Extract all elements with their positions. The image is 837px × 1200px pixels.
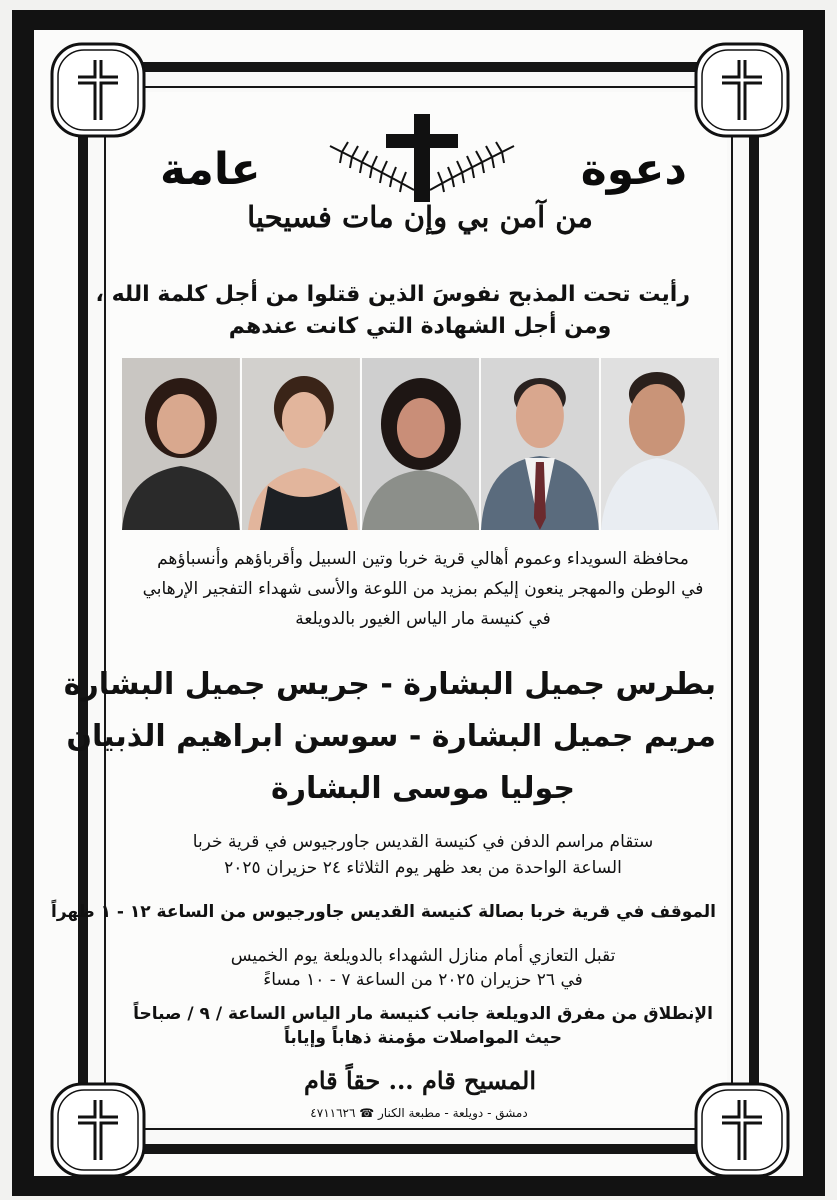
portrait-row <box>122 358 719 530</box>
cross-corner-icon <box>692 1080 792 1180</box>
portrait-photo <box>481 358 599 530</box>
condolences-info-line: تقبل التعازي أمام منازل الشهداء بالدويلعة يوم الخميس <box>230 946 616 966</box>
header-public-word: عامة <box>160 144 261 195</box>
verse-line: رأيت تحت المذبح نفوسَ الذين قتلوا من أجل كلمة الله ، <box>95 282 690 307</box>
announcement-line: في الوطن والمهجر ينعون إليكم بمزيد من اللوعة والأسى شهداء التفجير الإرهابي <box>142 579 704 599</box>
verse-line: ومن أجل الشهادة التي كانت عندهم <box>228 314 612 339</box>
departure-info-line: حيث المواصلات مؤمنة ذهاباً وإياباً <box>284 1028 562 1048</box>
condolences-info-line: في ٢٦ حزيران ٢٠٢٥ من الساعة ٧ - ١٠ مساءً <box>263 970 583 990</box>
portrait-photo <box>601 358 719 530</box>
announcement-line: محافظة السويداء وعموم أهالي قرية خربا وتين السبيل وأقرباؤهم وأنسباؤهم <box>157 549 689 569</box>
cross-corner-icon <box>692 40 792 140</box>
printer-credit: دمشق - دويلعة - مطبعة الكنار ☎ ٤٧١١٦٢٦ <box>310 1106 528 1120</box>
cross-with-palms-icon <box>322 112 522 208</box>
cross-corner-icon <box>48 40 148 140</box>
header-subtitle: من آمن بي وإن مات فسيحيا <box>247 200 593 234</box>
procession-info: الموقف في قرية خربا بصالة كنيسة القديس جاورجيوس من الساعة ١٢ - ١ ظهراً <box>51 902 716 922</box>
cross-corner-icon <box>48 1080 148 1180</box>
portrait-photo <box>362 358 480 530</box>
closing-proclamation: المسيح قام ... حقاً قام <box>303 1066 537 1095</box>
header-invitation-word: دعوة <box>580 144 687 195</box>
funeral-info-line: ستقام مراسم الدفن في كنيسة القديس جاورجيوس في قرية خربا <box>192 832 654 852</box>
funeral-info-line: الساعة الواحدة من بعد ظهر يوم الثلاثاء ٢٤ حزيران ٢٠٢٥ <box>224 858 622 878</box>
departure-info-line: الإنطلاق من مفرق الدويلعة جانب كنيسة مار الياس الساعة / ٩ / صباحاً <box>133 1004 713 1024</box>
deceased-names-row: مريم جميل البشارة - سوسن ابراهيم الذبيان <box>66 719 716 754</box>
portrait-photo <box>242 358 360 530</box>
deceased-names-row: جوليا موسى البشارة <box>271 771 575 806</box>
deceased-names-row: بطرس جميل البشارة - جريس جميل البشارة <box>63 667 716 702</box>
portrait-photo <box>122 358 240 530</box>
announcement-line: في كنيسة مار الياس الغيور بالدويلعة <box>295 609 551 629</box>
